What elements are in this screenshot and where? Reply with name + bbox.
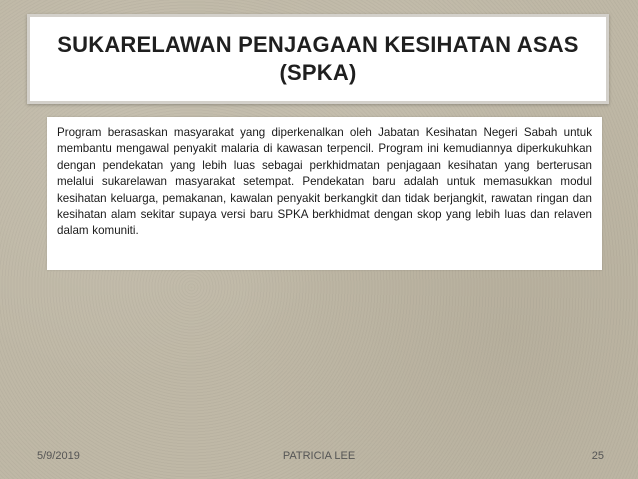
- title-box: [27, 14, 609, 104]
- footer-date: 5/9/2019: [37, 450, 80, 462]
- footer-page-number: 25: [591, 450, 604, 462]
- footer-author: PATRICIA LEE: [282, 450, 356, 462]
- content-box: [47, 117, 602, 270]
- slide-title: SUKARELAWAN PENJAGAAN KESIHATAN ASAS (SPKA): [57, 32, 579, 85]
- body-paragraph: Program berasaskan masyarakat yang diperkenalkan oleh Jabatan Kesihatan Negeri Sabah untuk membantu mengawal penyakit malaria di kawasan terpencil. Program ini kemudiannya diperkukuhkan dengan pendekatan yang lebih luas sebagai perkhidmatan penjagaan kesihatan yang berterusan melalui sukarelawan masyarakat setempat. Pendekatan baru adalah untuk memasukkan modul kesihatan keluarga, pemakanan, kawalan penyakit berkangkit dan tidak berjangkit, rawatan ringan dan kesihatan alam sekitar supaya versi baru SPKA berkhidmat dengan skop yang lebih luas dan relaven dalam komuniti.: [57, 126, 592, 238]
